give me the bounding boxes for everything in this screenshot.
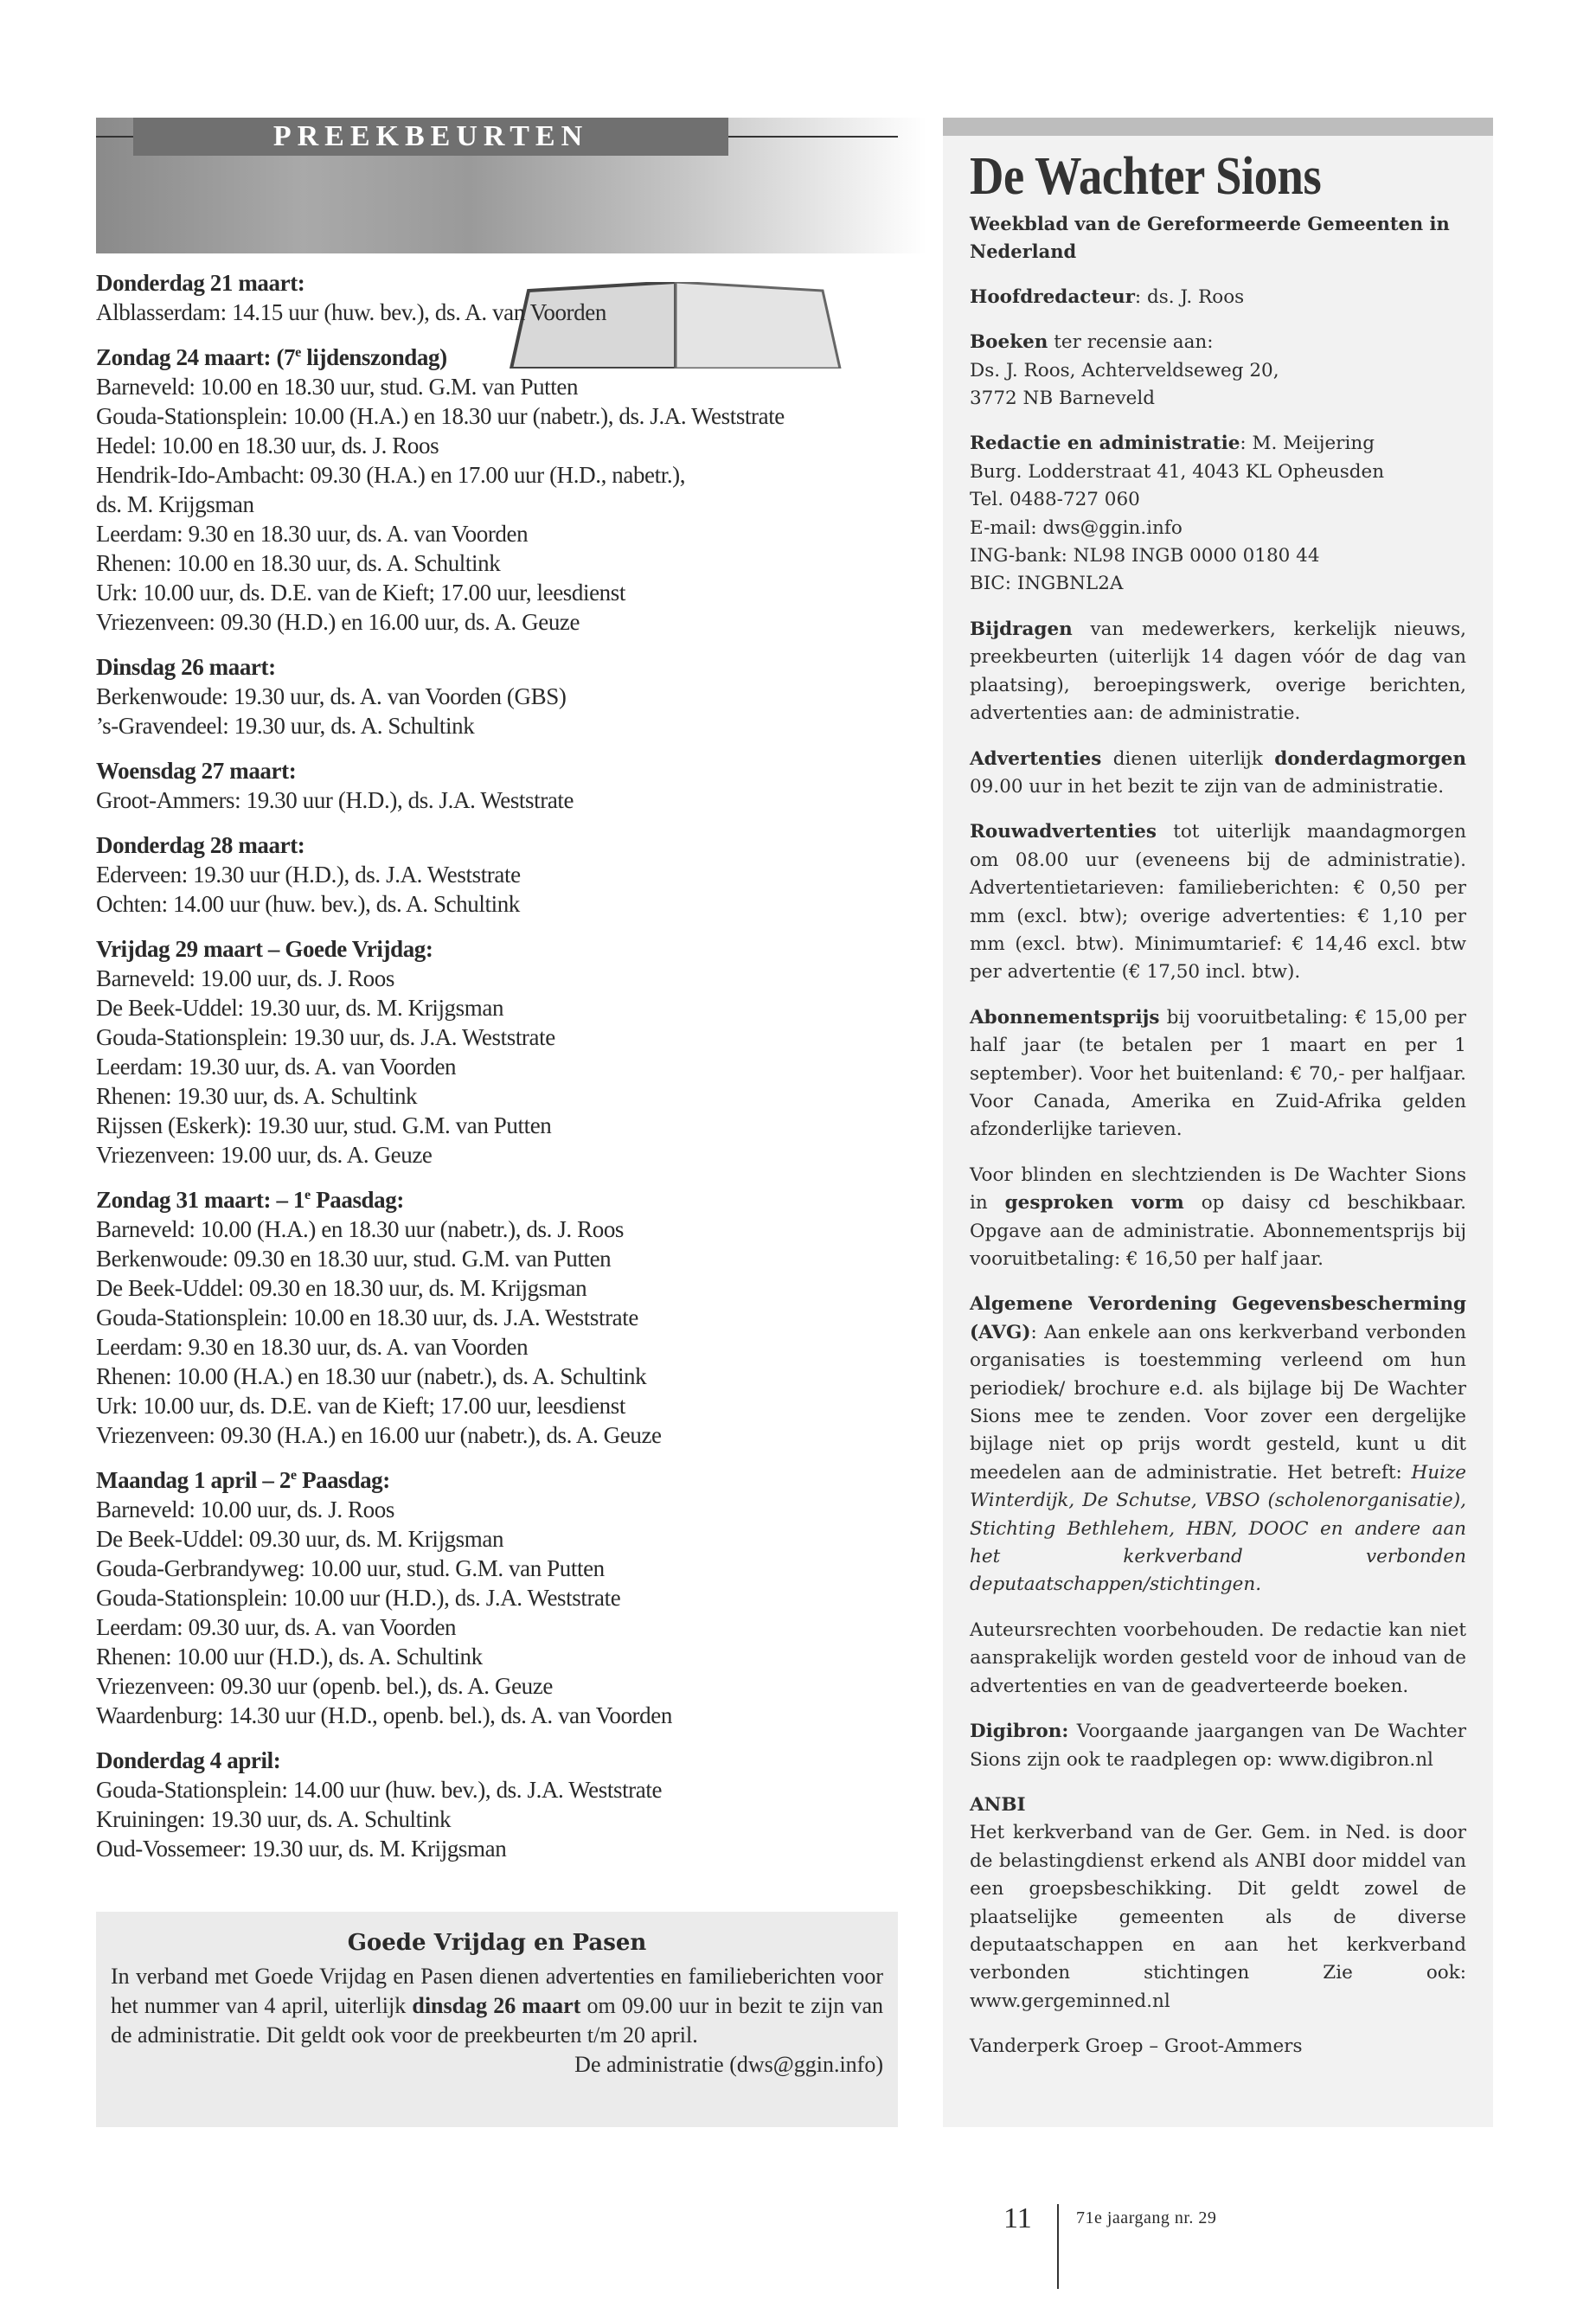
text-run: Voorgaande jaargangen van De Wachter Sions zijn ook te raadplegen op: www.digibron.nl xyxy=(970,1721,1466,1771)
text-run: op daisy cd beschikbaar. Opgave aan de administratie. Abonnementsprijs bij vooruitbetaling: € 16,50 per half jaar. xyxy=(970,1192,1466,1270)
colophon-paragraph xyxy=(970,2033,1466,2061)
text-run: Donderdag 4 april: xyxy=(96,1747,281,1773)
bold-text: Rouwadvertenties xyxy=(970,821,1157,843)
notice-signature: De administratie (dws@ggin.info) xyxy=(574,2052,883,2077)
colophon-paragraph xyxy=(970,430,1466,598)
text-run: bij vooruitbetaling: € 15,00 per half jaar (te betalen per 1 maart en per 1 september). Voor het buitenland: € 70,- per halfjaar. Voor Canada, Amerika en Zuid-Afrika gelden afzonderlijke tarieven. xyxy=(970,1006,1466,1141)
bold-text: ANBI xyxy=(970,1793,1026,1816)
text-run: e xyxy=(295,344,301,360)
day-section xyxy=(96,830,909,919)
text-run: e xyxy=(304,1187,311,1202)
service-entry: Barneveld: 19.00 uur, ds. J. Roos xyxy=(96,965,394,991)
colophon-stripe xyxy=(943,118,1493,136)
page-number: 11 xyxy=(1003,2202,1032,2234)
service-entry: Urk: 10.00 uur, ds. D.E. van de Kieft; 17.00 uur, leesdienst xyxy=(96,580,625,606)
text-run: Het kerkverband van de Ger. Gem. in Ned. is door de belastingdienst erkend als ANBI door middel van een groepsbeschikking. Dit geldt zowel de plaatselijke gemeenten als de diverse deputaatschappen en aan het kerkverband verbonden stichtingen Zie ook: www.gergeminned.nl xyxy=(970,1822,1466,2012)
colophon-paragraph xyxy=(970,1162,1466,1274)
text-run: E-mail: dws@ggin.info xyxy=(970,516,1183,539)
service-entry: Gouda-Stationsplein: 10.00 en 18.30 uur, ds. J.A. Weststrate xyxy=(96,1304,638,1330)
service-entry: Kruiningen: 19.30 uur, ds. A. Schultink xyxy=(96,1806,452,1832)
colophon-paragraph xyxy=(970,1791,1466,2016)
service-entry: Hendrik-Ido-Ambacht: 09.30 (H.A.) en 17.00 uur (H.D., nabetr.), xyxy=(96,462,686,488)
service-entry: De Beek-Uddel: 09.30 en 18.30 uur, ds. M. Krijgsman xyxy=(96,1275,587,1301)
text-run: lijdenszondag) xyxy=(300,344,447,370)
day-heading xyxy=(96,268,909,298)
text-run: BIC: INGBNL2A xyxy=(970,573,1124,595)
service-entry: Rhenen: 10.00 (H.A.) en 18.30 uur (nabetr.), ds. A. Schultink xyxy=(96,1363,647,1389)
text-run: Paasdag: xyxy=(296,1467,390,1493)
bold-text: Abonnementsprijs xyxy=(970,1006,1160,1029)
colophon-paragraph xyxy=(970,818,1466,986)
service-entry: Gouda-Gerbrandyweg: 10.00 uur, stud. G.M. van Putten xyxy=(96,1555,605,1581)
service-entry: Groot-Ammers: 19.30 uur (H.D.), ds. J.A. Weststrate xyxy=(96,787,574,813)
service-entry: Urk: 10.00 uur, ds. D.E. van de Kieft; 17.00 uur, leesdienst xyxy=(96,1393,625,1419)
text-run: Donderdag 21 maart: xyxy=(96,270,305,296)
colophon-paragraph xyxy=(970,284,1466,311)
day-section xyxy=(96,1185,909,1450)
text-run: Woensdag 27 maart: xyxy=(96,758,297,784)
notice-body xyxy=(111,1962,883,2050)
bold-text: Hoofdredacteur xyxy=(970,285,1135,308)
footer-divider xyxy=(1057,2204,1059,2289)
masthead-title: De Wachter Sions xyxy=(970,147,1322,206)
issue-info: 71e jaargang nr. 29 xyxy=(1076,2208,1217,2227)
text-run: Voor blinden en slechtzienden is De Wachter Sions in xyxy=(970,1163,1466,1215)
service-entry: Barneveld: 10.00 (H.A.) en 18.30 uur (nabetr.), ds. J. Roos xyxy=(96,1216,625,1242)
day-section xyxy=(96,652,909,740)
day-section xyxy=(96,268,909,327)
text-run: : M. Meijering xyxy=(1240,433,1375,455)
sermon-schedule xyxy=(96,268,909,1879)
text-run: Dinsdag 26 maart: xyxy=(96,654,276,680)
day-heading xyxy=(96,1185,909,1215)
service-entry: Vriezenveen: 09.30 (H.D.) en 16.00 uur, ds. A. Geuze xyxy=(96,609,580,635)
colophon-paragraph xyxy=(970,1004,1466,1144)
text-run: 3772 NB Barneveld xyxy=(970,388,1155,410)
service-entry: Waardenburg: 14.30 uur (H.D., openb. bel.), ds. A. van Voorden xyxy=(96,1702,672,1728)
service-entry: Gouda-Stationsplein: 19.30 uur, ds. J.A. Weststrate xyxy=(96,1024,555,1050)
colophon xyxy=(943,118,1493,2127)
service-entry: Leerdam: 9.30 en 18.30 uur, ds. A. van Voorden xyxy=(96,1334,529,1360)
day-heading xyxy=(96,1746,909,1775)
service-entry: Alblasserdam: 14.15 uur (huw. bev.), ds. A. van Voorden xyxy=(96,299,606,325)
day-section xyxy=(96,934,909,1170)
service-entry: Gouda-Stationsplein: 10.00 uur (H.D.), ds. J.A. Weststrate xyxy=(96,1585,621,1611)
text-run: Maandag 1 april – 2 xyxy=(96,1467,291,1493)
colophon-paragraph xyxy=(970,746,1466,802)
service-entry: Vriezenveen: 09.30 uur (openb. bel.), ds. A. Geuze xyxy=(96,1673,553,1699)
bold-text: Digibron: xyxy=(970,1721,1069,1743)
service-entry: Rijssen (Eskerk): 19.30 uur, stud. G.M. van Putten xyxy=(96,1112,552,1138)
bold-text: donderdagmorgen xyxy=(1274,747,1466,770)
day-heading xyxy=(96,934,909,964)
day-section xyxy=(96,1465,909,1730)
text-run: Zondag 24 maart: (7 xyxy=(96,344,296,370)
service-entry: De Beek-Uddel: 19.30 uur, ds. M. Krijgsman xyxy=(96,995,504,1021)
service-entry: Leerdam: 19.30 uur, ds. A. van Voorden xyxy=(96,1054,457,1080)
service-entry: Berkenwoude: 19.30 uur, ds. A. van Voorden (GBS) xyxy=(96,683,567,709)
service-entry: Barneveld: 10.00 uur, ds. J. Roos xyxy=(96,1497,394,1522)
service-entry: Vriezenveen: 09.30 (H.A.) en 16.00 uur (nabetr.), ds. A. Geuze xyxy=(96,1422,662,1448)
text-run: dienen uiterlijk xyxy=(1101,747,1275,770)
service-entry: Oud-Vossemeer: 19.30 uur, ds. M. Krijgsman xyxy=(96,1836,507,1862)
italic-text: Huize Winterdijk, De Schutse, VBSO (scholenorganisatie), Stichting Bethlehem, HBN, DOOC en andere aan het kerkverband verbonden deputaatschappen/stichtingen. xyxy=(970,1461,1466,1596)
text-run: In verband met Goede Vrijdag en Pasen dienen advertenties en familieberichten voor het nummer van 4 april, uiterlijk xyxy=(111,1964,883,2018)
text-run: Auteursrechten voorbehouden. De redactie kan niet aansprakelijk worden gesteld voor de inhoud van de advertenties en van de geadverteerde boeken. xyxy=(970,1618,1466,1697)
colophon-paragraph xyxy=(970,329,1466,413)
bold-text: gesproken vorm xyxy=(1004,1192,1184,1215)
text-run: ter recensie aan: xyxy=(1048,331,1214,354)
text-run: Zondag 31 maart: – 1 xyxy=(96,1187,304,1213)
service-entry: Barneveld: 10.00 en 18.30 uur, stud. G.M. van Putten xyxy=(96,374,579,400)
service-entry: Rhenen: 10.00 uur (H.D.), ds. A. Schultink xyxy=(96,1644,483,1670)
section-title: PREEKBEURTEN xyxy=(133,118,728,156)
service-entry: ds. M. Krijgsman xyxy=(96,491,254,517)
colophon-paragraph xyxy=(970,1291,1466,1599)
text-run: e xyxy=(290,1467,297,1483)
day-heading xyxy=(96,830,909,860)
bold-text: Boeken xyxy=(970,331,1048,354)
text-run: Ds. J. Roos, Achterveldseweg 20, xyxy=(970,359,1279,381)
service-entry: Leerdam: 9.30 en 18.30 uur, ds. A. van Voorden xyxy=(96,521,529,547)
text-run: : ds. J. Roos xyxy=(1134,285,1245,308)
text-run: tot uiterlijk maandagmorgen om 08.00 uur (eveneens bij de administratie). Advertentietarieven: familieberichten: € 0,50 per mm (excl. btw); overige advertenties: € 1,10 per mm (excl. btw). Minimumtarief: € 14,46 excl. btw per advertentie (€ 17,50 incl. btw). xyxy=(970,821,1466,984)
notice-box xyxy=(96,1912,898,2127)
text-run: Tel. 0488-727 060 xyxy=(970,489,1140,511)
bold-text: Bijdragen xyxy=(970,618,1073,640)
bold-text: Redactie en administratie xyxy=(970,433,1240,455)
text-run: Vrijdag 29 maart – Goede Vrijdag: xyxy=(96,936,433,962)
service-entry: Berkenwoude: 09.30 en 18.30 uur, stud. G.M. van Putten xyxy=(96,1246,612,1272)
text-run: ING-bank: NL98 INGB 0000 0180 44 xyxy=(970,545,1320,567)
service-entry: Gouda-Stationsplein: 10.00 (H.A.) en 18.30 uur (nabetr.), ds. J.A. Weststrate xyxy=(96,403,785,429)
masthead-subtitle: Weekblad van de Gereformeerde Gemeenten in Nederland xyxy=(970,213,1450,263)
service-entry: ’s-Gravendeel: 19.30 uur, ds. A. Schultink xyxy=(96,713,475,739)
text-run: Donderdag 28 maart: xyxy=(96,832,305,858)
text-run: Paasdag: xyxy=(310,1187,404,1213)
bold-text: dinsdag 26 maart xyxy=(412,1993,581,2018)
day-section xyxy=(96,1746,909,1863)
bold-text: Advertenties xyxy=(970,747,1102,770)
service-entry: Vriezenveen: 19.00 uur, ds. A. Geuze xyxy=(96,1142,433,1168)
day-heading xyxy=(96,1465,909,1495)
service-entry: Hedel: 10.00 en 18.30 uur, ds. J. Roos xyxy=(96,433,439,458)
service-entry: De Beek-Uddel: 09.30 uur, ds. M. Krijgsman xyxy=(96,1526,504,1552)
notice-title: Goede Vrijdag en Pasen xyxy=(347,1930,647,1956)
text-run: : Aan enkele aan ons kerkverband verbonden organisaties is toestemming verleend om hun periodiek/ brochure e.d. als bijlage bij De Wachter Sions mee te zenden. Voor zover een dergelijke bijlage niet op prijs wordt gesteld, kunt u dit meedelen aan de administratie. Het betreft: xyxy=(970,1321,1466,1484)
day-section xyxy=(96,756,909,815)
service-entry: Rhenen: 10.00 en 18.30 uur, ds. A. Schultink xyxy=(96,550,501,576)
text-run: van medewerkers, kerkelijk nieuws, preekbeurten (uiterlijk 14 dagen vóór de dag van plaatsing), beroepingswerk, overige berichten, advertenties aan: de administratie. xyxy=(970,618,1466,725)
service-entry: Ederveen: 19.30 uur (H.D.), ds. J.A. Weststrate xyxy=(96,862,521,888)
text-run: Burg. Lodderstraat 41, 4043 KL Opheusden xyxy=(970,460,1385,483)
colophon-paragraph xyxy=(970,1617,1466,1701)
day-heading xyxy=(96,756,909,785)
day-heading xyxy=(96,652,909,682)
text-run: 09.00 uur in het bezit te zijn van de administratie. xyxy=(970,775,1445,798)
day-section xyxy=(96,343,909,637)
bold-text: Algemene Verordening Gegevensbescherming (AVG) xyxy=(970,1293,1466,1343)
service-entry: Leerdam: 09.30 uur, ds. A. van Voorden xyxy=(96,1614,457,1640)
colophon-paragraph xyxy=(970,616,1466,728)
colophon-paragraph xyxy=(970,1718,1466,1774)
text-run: om 09.00 uur in bezit te zijn van de administratie. Dit geldt ook voor de preekbeurten t/m 20 april. xyxy=(111,1993,883,2048)
service-entry: Ochten: 14.00 uur (huw. bev.), ds. A. Schultink xyxy=(96,891,520,917)
day-heading xyxy=(96,343,909,372)
service-entry: Gouda-Stationsplein: 14.00 uur (huw. bev.), ds. J.A. Weststrate xyxy=(96,1777,663,1803)
service-entry: Rhenen: 19.30 uur, ds. A. Schultink xyxy=(96,1083,418,1109)
text-run: Vanderperk Groep – Groot-Ammers xyxy=(970,2035,1303,2058)
